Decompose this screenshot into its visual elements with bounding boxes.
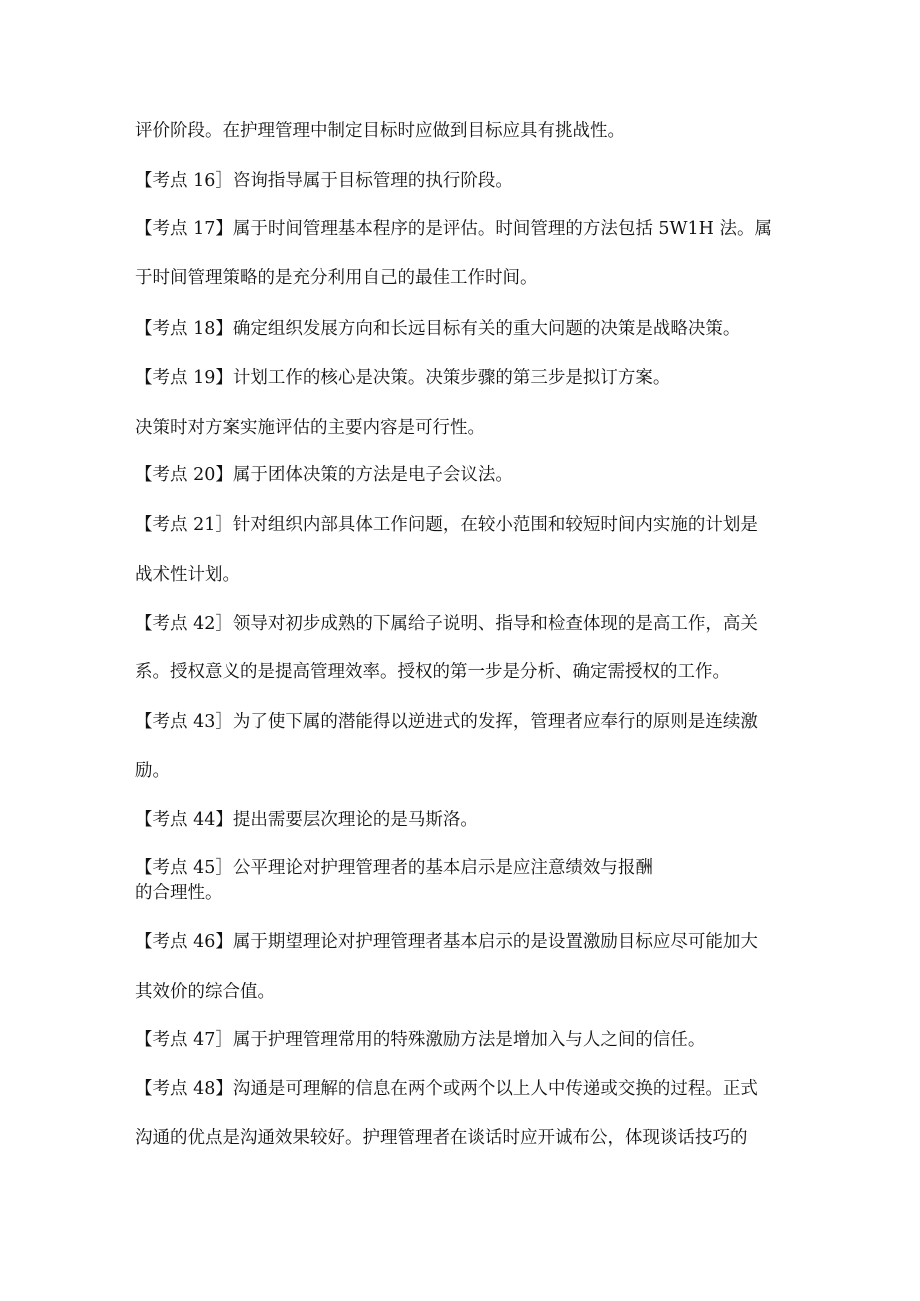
text-line: 【考点 16］咨询指导属于目标管理的执行阶段。 (135, 171, 513, 191)
text-line: 【考点 17】属于时间管理基本程序的是评估。时间管理的方法包括 5W1H 法。属 (135, 219, 772, 239)
text-line: 沟通的优点是沟通效果较好。护理管理者在谈话时应开诚布公，体现谈话技巧的 (135, 1128, 748, 1148)
text-line: 【考点 42］领导对初步成熟的下属给子说明、指导和检查体现的是高工作，高关 (135, 614, 758, 634)
text-line: 【考点 45］公平理论对护理管理者的基本启示是应注意绩效与报酬 (135, 858, 653, 878)
text-line: 战术性计划。 (135, 565, 240, 585)
text-line: 【考点 20】属于团体决策的方法是电子会议法。 (135, 465, 513, 485)
text-line: 评价阶段。在护理管理中制定目标时应做到目标应具有挑战性。 (135, 121, 625, 141)
text-line: 【考点 19】计划工作的核心是决策。决策步骤的第三步是拟订方案。 (135, 368, 671, 388)
text-line: 【考点 46】属于期望理论对护理管理者基本启示的是设置激励目标应尽可能加大 (135, 932, 758, 952)
text-line: 【考点 18】确定组织发展方向和长远目标有关的重大问题的决策是战略决策。 (135, 319, 741, 339)
text-line: 【考点 44】提出需要层次理论的是马斯洛。 (135, 810, 478, 830)
text-line: 其效价的综合值。 (135, 982, 275, 1002)
text-line: 系。授权意义的是提高管理效率。授权的第一步是分析、确定需授权的工作。 (135, 662, 730, 682)
text-line: 的合理性。 (135, 883, 223, 903)
text-line: 决策时对方案实施评估的主要内容是可行性。 (135, 418, 485, 438)
text-line: 【考点 21］针对组织内部具体工作问题，在较小范围和较短时间内实施的计划是 (135, 515, 758, 535)
text-line: 【考点 47］属于护理管理常用的特殊激励方法是增加入与人之间的信任。 (135, 1030, 706, 1050)
text-line: 励。 (135, 761, 170, 781)
text-line: 【考点 48】沟通是可理解的信息在两个或两个以上人中传递或交换的过程。正式 (135, 1079, 758, 1099)
text-line: 于时间管理策略的是充分利用自己的最佳工作时间。 (135, 268, 538, 288)
text-line: 【考点 43］为了使下属的潜能得以逆进式的发挥，管理者应奉行的原则是连续激 (135, 712, 758, 732)
